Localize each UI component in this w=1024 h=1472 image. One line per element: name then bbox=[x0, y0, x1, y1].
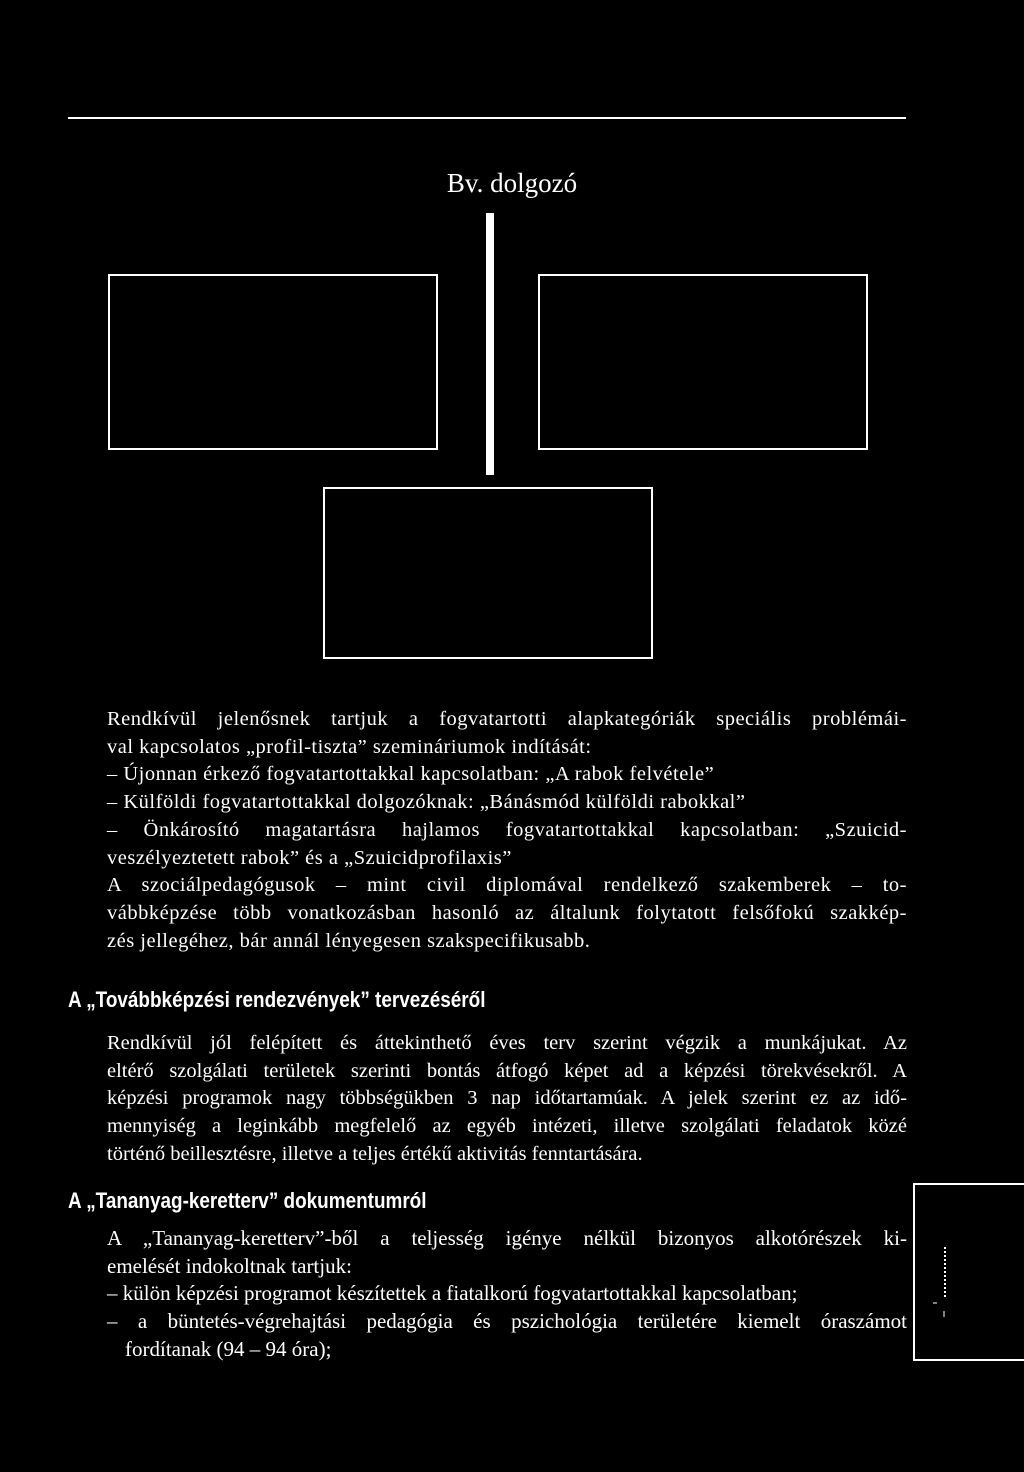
paragraph-curriculum bbox=[107, 1225, 907, 1364]
list-item: – Újonnan érkező fogvatartottakkal kapcsolatban: „A rabok felvétele” bbox=[107, 763, 715, 786]
diagram-box-right bbox=[538, 274, 868, 450]
section-heading-curriculum: A „Tananyag-keretterv” dokumentumról bbox=[68, 1188, 427, 1213]
list-item: – Külföldi fogvatartottakkal dolgozóknak: „Bánásmód külföldi rabokkal” bbox=[107, 791, 746, 814]
section-heading-events: A „Továbbképzési rendezvények” tervezéséről bbox=[68, 987, 486, 1012]
text-line: mennyiség a leginkább megfelelő az egyéb intézeti, illetve szolgálati feladatok közé bbox=[107, 1115, 907, 1138]
text-line: val kapcsolatos „profil-tiszta” szemináriumok indítását: bbox=[107, 735, 592, 758]
text-line: zés jellegéhez, bár annál lényegesen szakspecifikusabb. bbox=[107, 929, 591, 952]
text-line: Rendkívül jelenősnek tartjuk a fogvatartotti alapkategóriák speciális problémái- bbox=[107, 708, 907, 730]
text-line: veszélyeztetett rabok” és a „Szuicidprofilaxis” bbox=[107, 846, 512, 869]
text-line: Rendkívül jól felépített és áttekinthető éves terv szerint végzik a munkájukat. Az bbox=[107, 1032, 907, 1054]
margin-box-bottom-rule bbox=[913, 1359, 1024, 1361]
text-line: eltérő szolgálati területek szerinti bontás átfogó képet ad a képzési törekvésekről. A bbox=[107, 1059, 907, 1082]
paragraph-annual-plan bbox=[107, 1030, 907, 1169]
list-item: – Önkárosító magatartásra hajlamos fogvatartottakkal kapcsolatban: „Szuicid- bbox=[107, 818, 907, 841]
diagram-box-center bbox=[323, 487, 653, 659]
paragraph-profile-seminars bbox=[107, 706, 907, 955]
text-line: vábbképzése több vonatkozásban hasonló az általunk folytatott felsőfokú szakkép- bbox=[107, 901, 907, 924]
text-line: fordítanak (94 – 94 óra); bbox=[125, 1336, 332, 1361]
list-item: – a büntetés-végrehajtási pedagógia és pszichológia területére kiemelt óraszámot bbox=[107, 1309, 907, 1334]
text-line: történő beillesztésre, illetve a teljes értékű aktivitás fenntartására. bbox=[107, 1142, 643, 1165]
diagram-title: Bv. dolgozó bbox=[446, 168, 578, 198]
top-rule bbox=[68, 117, 906, 119]
margin-box bbox=[913, 1183, 1024, 1361]
margin-box-marks bbox=[915, 1185, 1024, 1363]
list-item: – külön képzési programot készítettek a fiatalkorú fogvatartottakkal kapcsolatban; bbox=[107, 1281, 798, 1306]
text-line: A „Tananyag-keretterv”-ből a teljesség igénye nélkül bizonyos alkotórészek ki- bbox=[107, 1226, 907, 1250]
text-line: emelését indokoltnak tartjuk: bbox=[107, 1253, 352, 1278]
text-line: képzési programok nagy többségükben 3 nap időtartamúak. A jelek szerint ez az idő- bbox=[107, 1087, 907, 1110]
diagram-connector-line bbox=[486, 213, 494, 475]
diagram-box-left bbox=[108, 274, 438, 450]
text-line: A szociálpedagógusok – mint civil diplomával rendelkező szakemberek – to- bbox=[107, 874, 907, 897]
